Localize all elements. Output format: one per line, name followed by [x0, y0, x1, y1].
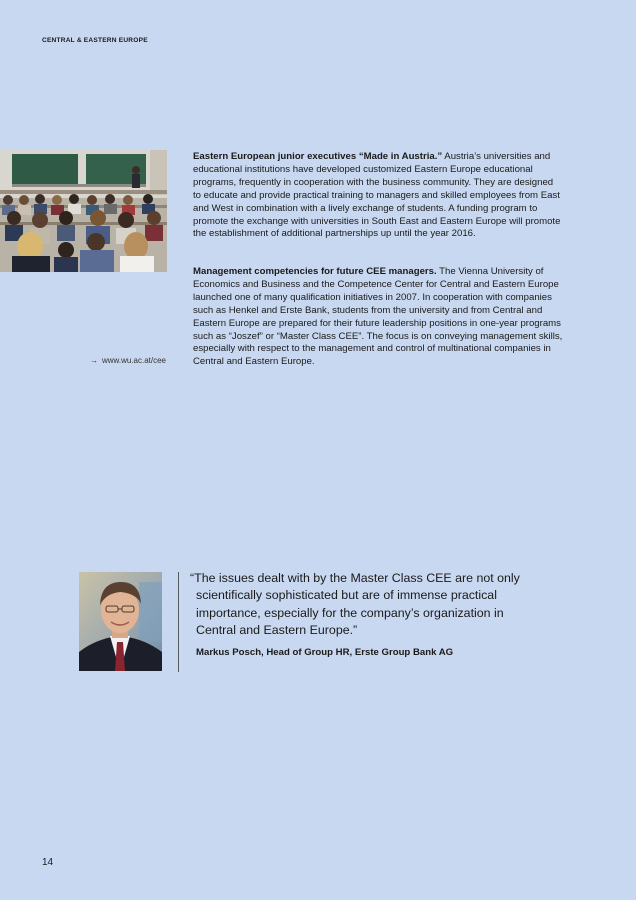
pull-quote	[190, 570, 530, 640]
page-number: 14	[42, 857, 54, 868]
paragraph-management-competencies	[193, 266, 563, 369]
quote-author: Markus Posch, Head of Group HR, Erste Group Bank AG	[196, 647, 454, 658]
paragraph-body: Austria’s universities and educational institutions have developed customized Eastern Europe educational programs, frequently in cooperation with the business community. They are designed to educate and provide practical training to managers and skilled employees from East and West in combination with a lively exchange of students. A funding program to promote the exchange with universities in South East and Eastern Europe will promote the establishment of additional partnerships up until the year 2016.	[193, 151, 561, 240]
section-label: CENTRAL & EASTERN EUROPE	[42, 37, 148, 44]
quote-text: “The issues dealt with by the Master Class CEE are not only scientifically sophisticated but are of immense practical importance, especially for the company’s organization in Central and Eastern Europe.”	[190, 571, 520, 638]
quote-divider	[178, 572, 179, 672]
portrait-photo	[79, 572, 162, 671]
paragraph-junior-executives	[193, 151, 563, 241]
paragraph-heading: Eastern European junior executives “Made in Austria.”	[193, 151, 443, 162]
arrow-right-icon: →	[89, 356, 98, 365]
lecture-hall-photo	[0, 150, 167, 272]
sidebar-link[interactable]	[0, 356, 166, 365]
paragraph-heading: Management competencies for future CEE managers.	[193, 266, 437, 277]
link-url[interactable]: www.wu.ac.at/cee	[101, 356, 166, 365]
paragraph-body: The Vienna University of Economics and Business and the Competence Center for Central and Eastern Europe launched one of many qualification initiatives in 2007. In cooperation with companies such as Henkel and Erste Bank, students from the university and from Central and Eastern Europe are prepared for their future leadership positions in one-year programs such as “Joszef” or “Master Class CEE”. The focus is on conveying management skills, especially with respect to the management and control of multinational companies in Central and Eastern Europe.	[193, 266, 563, 368]
